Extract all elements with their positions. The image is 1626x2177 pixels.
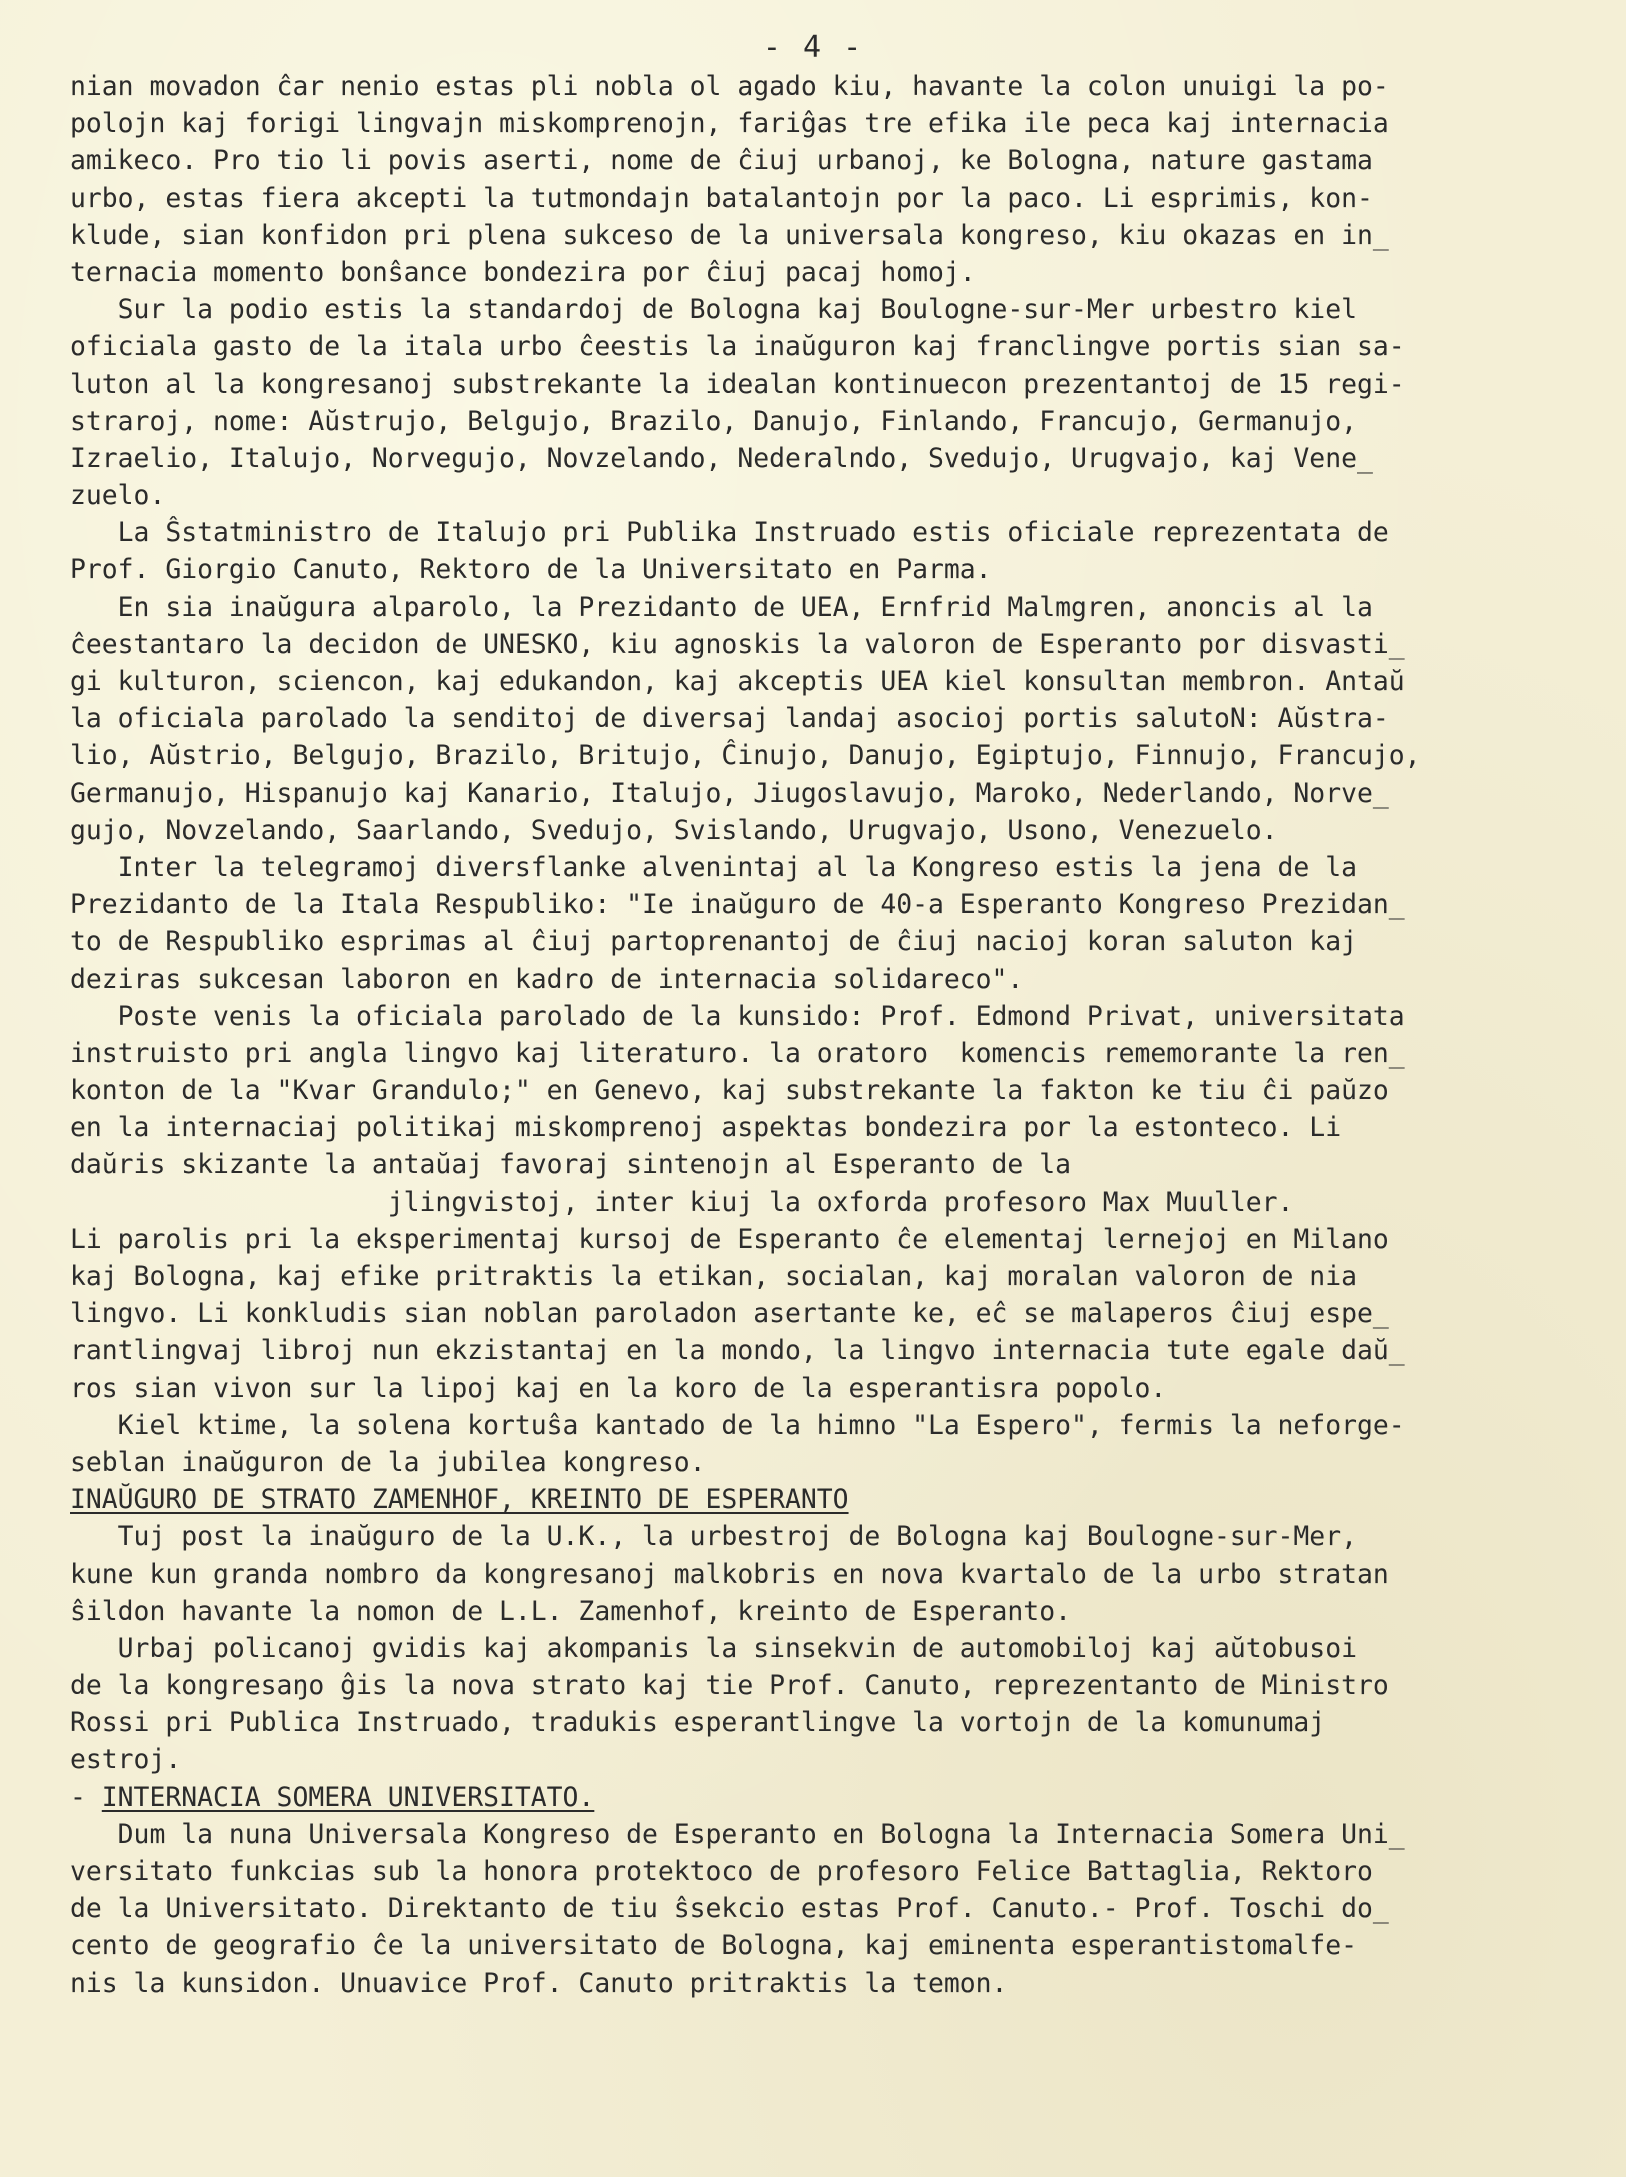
text-line: straroj, nome: Aŭstrujo, Belgujo, Brazilo, Danujo, Finlando, Francujo, Germanujo, — [70, 405, 1357, 437]
text-line: zuelo. — [70, 480, 166, 512]
paragraph — [70, 1407, 1556, 1481]
text-line: Sur la podio estis la standardoj de Bologna kaj Boulogne-sur-Mer urbestro kiel — [70, 294, 1357, 326]
paragraph — [70, 1630, 1556, 1779]
section-heading-summer-university-row — [70, 1779, 1556, 1816]
paragraph — [70, 514, 1556, 588]
text-line: lio, Aŭstrio, Belgujo, Brazilo, Britujo, Ĉinujo, Danujo, Egiptujo, Finnujo, Francujo, — [70, 740, 1421, 772]
text-line: estroj. — [70, 1744, 182, 1776]
text-line: luton al la kongresanoj substrekante la idealan kontinuecon prezentantoj de 15 regi- — [70, 368, 1405, 400]
text-line: ŝildon havante la nomon de L.L. Zamenhof, kreinto de Esperanto. — [70, 1595, 1071, 1627]
text-line: kaj Bologna, kaj efike pritraktis la etikan, socialan, kaj moralan valoron de nia — [70, 1261, 1357, 1292]
text-line: konton de la "Kvar Grandulo;" en Genevo, kaj substrekante la fakton ke tiu ĉi paŭzo — [70, 1075, 1389, 1107]
text-line: versitato funkcias sub la honora protektoco de profesoro Felice Battaglia, Rektoro — [70, 1856, 1373, 1887]
text-line: nis la kunsidon. Unuavice Prof. Canuto pritraktis la temon. — [70, 1967, 1008, 1999]
document-body-section-2 — [70, 1518, 1556, 1778]
text-line: kune kun granda nombro da kongresanoj malkobris en nova kvartalo de la urbo stratan — [70, 1558, 1389, 1590]
text-line: En sia inaŭgura alparolo, la Prezidanto de UEA, Ernfrid Malmgren, anoncis al la — [70, 591, 1373, 623]
text-line: rantlingvaj libroj nun ekzistantaj en la mondo, la lingvo internacia tute egale daŭ_ — [70, 1335, 1405, 1367]
text-line: instruisto pri angla lingvo kaj literaturo. la oratoro komencis rememorante la ren_ — [70, 1037, 1405, 1069]
text-line: daŭris skizante la antaŭaj favoraj sintenojn al Esperanto de la — [70, 1149, 1087, 1181]
text-line: oficiala gasto de la itala urbo ĉeestis la inaŭguron kaj franclingve portis sian sa- — [70, 331, 1405, 363]
text-line: nian movadon ĉar nenio estas pli nobla ol agado kiu, havante la colon unuigi la po- — [70, 71, 1389, 102]
heading-dash: - — [70, 1781, 102, 1813]
text-line: Tuj post la inaŭguro de la U.K., la urbestroj de Bologna kaj Boulogne-sur-Mer, — [70, 1521, 1357, 1553]
text-line: Dum la nuna Universala Kongreso de Esperanto en Bologna la Internacia Somera Uni_ — [70, 1818, 1405, 1850]
text-line: gujo, Novzelando, Saarlando, Svedujo, Svislando, Urugvajo, Usono, Venezuelo. — [70, 814, 1278, 846]
paragraph — [70, 68, 1556, 291]
text-line: lingvo. Li konkludis sian noblan paroladon asertante ke, eĉ se malaperos ĉiuj espe_ — [70, 1298, 1389, 1330]
text-line: klude, sian konfidon pri plena sukceso de la universala kongreso, kiu okazas en in_ — [70, 219, 1389, 251]
text-line: Rossi pri Publica Instruado, tradukis esperantlingve la vortojn de la komunumaj — [70, 1707, 1326, 1739]
paragraph — [70, 1816, 1556, 2002]
page-number: - 4 - — [762, 30, 864, 65]
text-line: amikeco. Pro tio li povis aserti, nome de ĉiuj urbanoj, ke Bologna, nature gastama — [70, 145, 1373, 177]
text-line: seblan inaŭguron de la jubilea kongreso. — [70, 1446, 706, 1478]
text-line: Urbaj policanoj gvidis kaj akompanis la sinsekvin de automobiloj kaj aŭtobusoi — [70, 1632, 1357, 1664]
document-body — [70, 68, 1556, 1481]
paragraph — [70, 998, 1556, 1407]
text-line: ternacia momento bonŝance bondezira por ĉiuj pacaj homoj. — [70, 256, 976, 288]
text-line: jlingvistoj, inter kiuj la oxforda profesoro Max Muuller. — [70, 1186, 1294, 1218]
text-line: Izraelio, Italujo, Norvegujo, Novzelando, Nederalndo, Svedujo, Urugvajo, kaj Vene_ — [70, 442, 1373, 474]
text-line: to de Respubliko esprimas al ĉiuj partoprenantoj de ĉiuj nacioj koran saluton kaj — [70, 926, 1357, 958]
paragraph — [70, 589, 1556, 849]
text-line: La Ŝstatministro de Italujo pri Publika Instruado estis oficiale reprezentata de — [70, 517, 1389, 549]
text-line: Prezidanto de la Itala Respubliko: "Ie inaŭguro de 40-a Esperanto Kongreso Prezidan_ — [70, 889, 1405, 921]
text-line: en la internaciaj politikaj miskomprenoj aspektas bondezira por la estonteco. Li — [70, 1112, 1342, 1144]
text-line: urbo, estas fiera akcepti la tutmondajn batalantojn por la paco. Li esprimis, kon- — [70, 182, 1373, 214]
paragraph — [70, 849, 1556, 998]
text-line: Prof. Giorgio Canuto, Rektoro de la Universitato en Parma. — [70, 554, 992, 586]
text-line: Poste venis la oficiala parolado de la kunsido: Prof. Edmond Privat, universitata — [70, 1000, 1405, 1032]
section-heading-zamenhof-street: INAŬGURO DE STRATO ZAMENHOF, KREINTO DE ESPERANTO — [70, 1484, 849, 1516]
text-line: ĉeestantaro la decidon de UNESKO, kiu agnoskis la valoron de Esperanto por disvasti_ — [70, 628, 1405, 660]
document-body-section-3 — [70, 1816, 1556, 2002]
text-line: gi kulturon, sciencon, kaj edukandon, kaj akceptis UEA kiel konsultan membron. Antaŭ — [70, 666, 1405, 697]
paragraph — [70, 291, 1556, 514]
text-line: Kiel ktime, la solena kortuŝa kantado de la himno "La Espero", fermis la neforge- — [70, 1409, 1405, 1441]
text-line: Li parolis pri la eksperimentaj kursoj de Esperanto ĉe elementaj lernejoj en Milano — [70, 1223, 1389, 1255]
text-line: de la kongresaŋo ĝis la nova strato kaj tie Prof. Canuto, reprezentanto de Ministro — [70, 1670, 1389, 1702]
section-heading-summer-university: INTERNACIA SOMERA UNIVERSITATO. — [101, 1781, 595, 1813]
text-line: ros sian vivon sur la lipoj kaj en la koro de la esperantisra popolo. — [70, 1372, 1167, 1404]
text-line: la oficiala parolado la senditoj de diversaj landaj asocioj portis salutoN: Aŭstra- — [70, 703, 1389, 735]
text-line: Germanujo, Hispanujo kaj Kanario, Italujo, Jiugoslavujo, Maroko, Nederlando, Norve_ — [70, 777, 1389, 809]
text-line: Inter la telegramoj diversflanke alvenintaj al la Kongreso estis la jena de la — [70, 851, 1357, 883]
text-line: cento de geografio ĉe la universitato de Bologna, kaj eminenta esperantistomalfe- — [70, 1930, 1357, 1962]
text-line: polojn kaj forigi lingvajn miskomprenojn, fariĝas tre efika ile peca kaj internacia — [70, 108, 1389, 140]
text-line: de la Universitato. Direktanto de tiu ŝsekcio estas Prof. Canuto.- Prof. Toschi do_ — [70, 1893, 1389, 1925]
text-line: deziras sukcesan laboron en kadro de internacia solidareco". — [70, 963, 1024, 995]
paragraph — [70, 1518, 1556, 1630]
